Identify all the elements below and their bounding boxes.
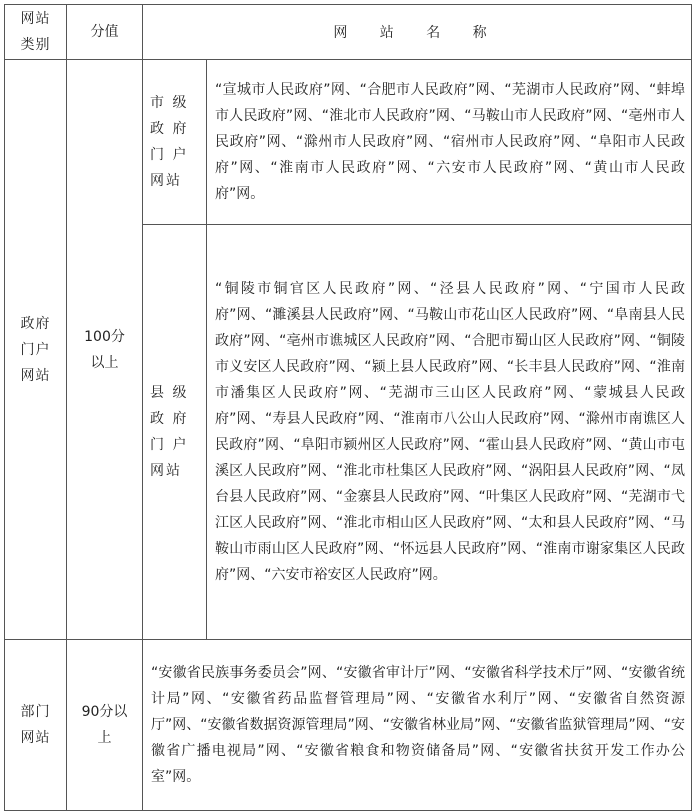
government-portal-type [5,60,67,640]
department-type-line1: 部门 [20,704,51,720]
department-type [5,640,67,811]
city-label-line2: 政 府 [150,121,189,137]
header-row [5,5,692,60]
government-type-line1: 政府 [20,315,51,332]
government-score [67,60,143,640]
city-government-row [5,60,692,225]
website-ranking-table [4,4,692,811]
county-label-line2: 政 府 [150,411,189,427]
header-site-type-line1: 网站 [20,11,51,27]
city-level-label [143,60,207,225]
department-score-line1: 90分以 [81,704,128,720]
department-score [67,640,143,811]
header-site-type [5,5,67,60]
county-site-list: “铜陵市铜官区人民政府”网、“泾县人民政府”网、“宁国市人民政府”网、“濉溪县人民政府”网、“马鞍山市花山区人民政府”网、“阜南县人民政府”网、“亳州市谯城区人民政府”网、“合肥市蜀山区人民政府”网、“铜陵市义安区人民政府”网、“颍上县人民政府”网、“长丰县人民政府”网、“淮南市潘集区人民政府”网、“芜湖市三山区人民政府”网、“蒙城县人民政府”网、“寿县人民政府”网、“淮南市八公山人民政府”网、“滁州市南谯区人民政府”网、“阜阳市颍州区人民政府”网、“霍山县人民政府”网、“黄山市屯溪区人民政府”网、“淮北市杜集区人民政府”网、“涡阳县人民政府”网、“凤台县人民政府”网、“金寨县人民政府”网、“叶集区人民政府”网、“芜湖市弋江区人民政府”网、“淮北市相山区人民政府”网、“太和县人民政府”网、“马鞍山市雨山区人民政府”网、“怀远县人民政府”网、“淮南市谢家集区人民政府”网、“六安市裕安区人民政府”网。 [207,225,692,640]
department-score-line2: 上 [97,730,112,746]
header-site-names: 网 站 名 称 [143,5,692,60]
department-row [5,640,692,811]
government-score-line2: 以上 [90,354,119,371]
government-type-line2: 门户 [20,341,51,358]
header-score: 分值 [67,5,143,60]
city-label-line1: 市 级 [150,95,189,111]
county-level-label [143,225,207,640]
county-label-line1: 县 级 [150,385,189,401]
city-site-list: “宣城市人民政府”网、“合肥市人民政府”网、“芜湖市人民政府”网、“蚌埠市人民政府”网、“淮北市人民政府”网、“马鞍山市人民政府”网、“亳州市人民政府”网、“滁州市人民政府”网、“宿州市人民政府”网、“阜阳市人民政府”网、“淮南市人民政府”网、“六安市人民政府”网、“黄山市人民政府”网。 [207,60,692,225]
government-score-line1: 100分 [84,328,125,345]
county-label-line3: 门 户 [150,437,189,453]
government-type-line3: 网站 [20,367,51,384]
county-label-line4: 网站 [150,463,182,479]
header-site-type-line2: 类别 [20,37,51,53]
city-label-line4: 网站 [150,173,182,189]
department-site-list: “安徽省民族事务委员会”网、“安徽省审计厅”网、“安徽省科学技术厅”网、“安徽省统计局”网、“安徽省药品监督管理局”网、“安徽省水利厅”网、“安徽省自然资源厅”网、“安徽省数据资源管理局”网、“安徽省林业局”网、“安徽省监狱管理局”网、“安徽省广播电视局”网、“安徽省粮食和物资储备局”网、“安徽省扶贫开发工作办公室”网。 [143,640,692,811]
department-type-line2: 网站 [20,730,51,746]
city-label-line3: 门 户 [150,147,189,163]
